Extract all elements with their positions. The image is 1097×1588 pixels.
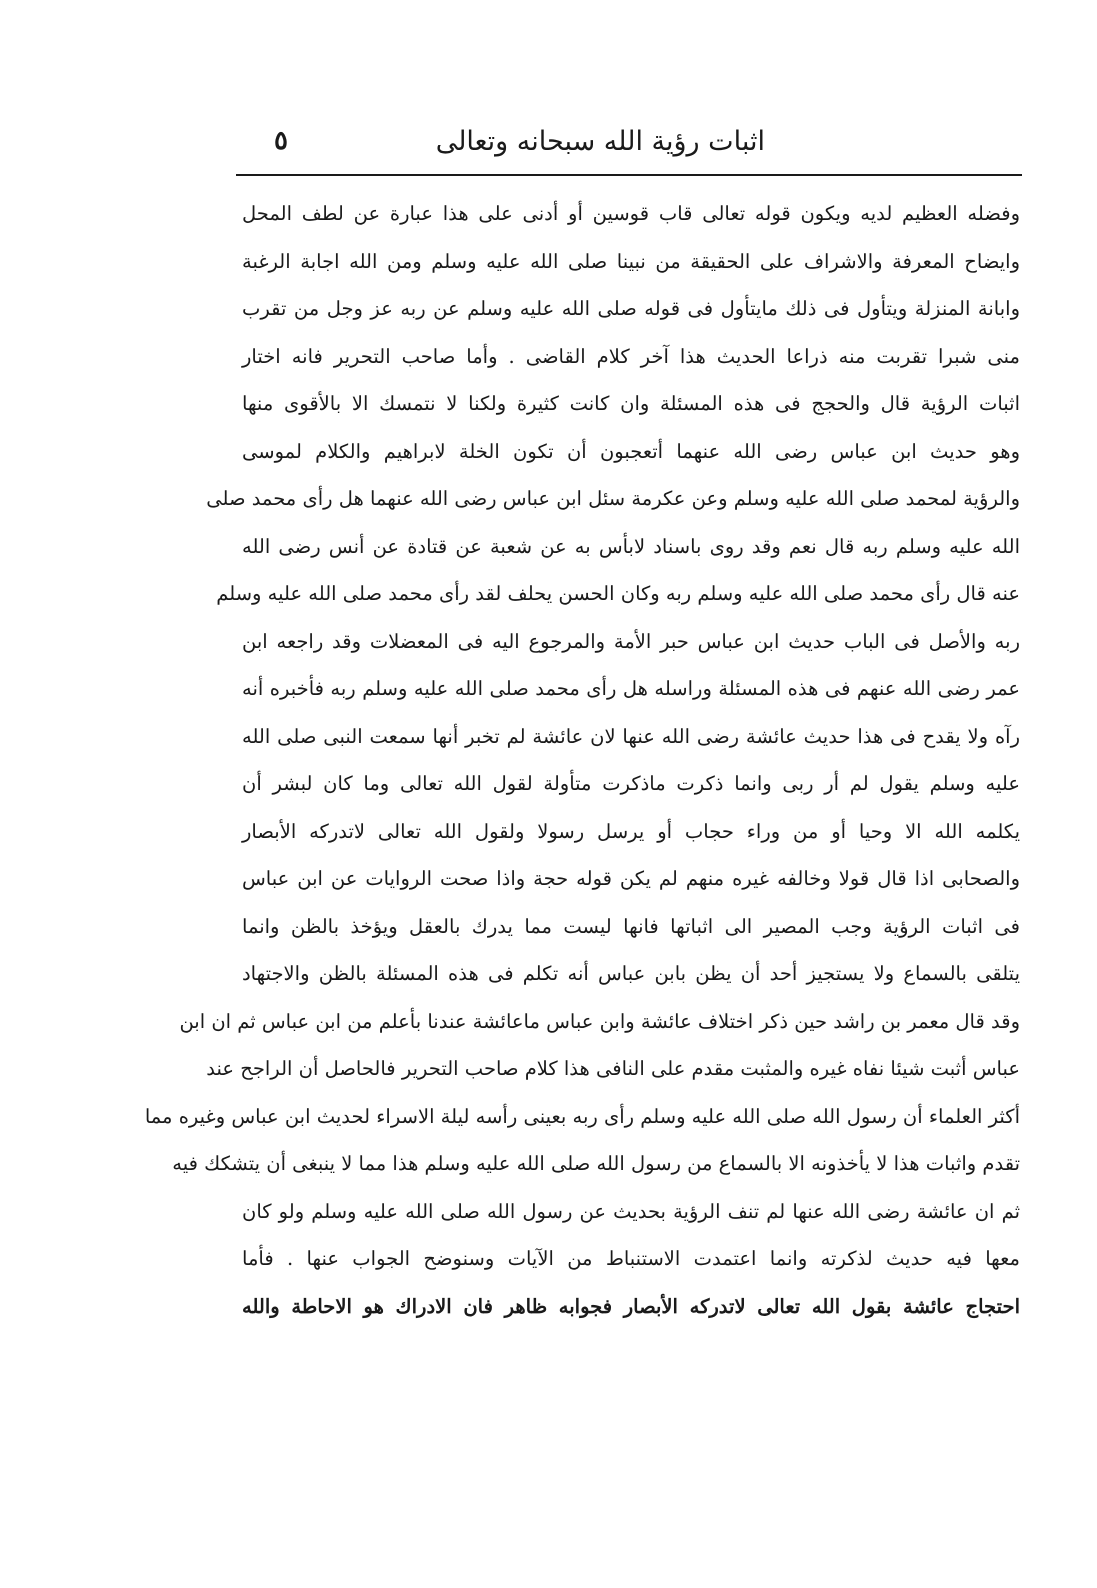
text-line: ربه والأصل فى الباب حديث ابن عباس حبر الأمة والمرجوع اليه فى المعضلات وقد راجعه ابن [242,629,1020,653]
text-line: اثبات الرؤية قال والحجج فى هذه المسئلة وان كانت كثيرة ولكنا لا نتمسك الا بالأقوى منها [242,392,1020,415]
text-line: وقد قال معمر بن راشد حين ذكر اختلاف عائشة وابن عباس ماعائشة عندنا بأعلم من ابن عباس ثم ان ابن [179,1009,1020,1033]
text-line: عباس أثبت شيئا نفاه غيره والمثبت مقدم على النافى هذا كلام صاحب التحرير فالحاصل أن الراجح عند [206,1057,1020,1080]
text-line: عنه قال رأى محمد صلى الله عليه وسلم ربه وكان الحسن يحلف لقد رأى محمد صلى الله عليه وسلم [216,582,1020,605]
text-line: ثم ان عائشة رضى الله عنها لم تنف الرؤية بحديث عن رسول الله صلى الله عليه وسلم ولو كان [242,1199,1020,1223]
text-line: تقدم واثبات هذا لا يأخذونه الا بالسماع من رسول الله صلى الله عليه وسلم هذا مما لا ينبغى أن يتشكك فيه [172,1152,1020,1175]
text-line: فى اثبات الرؤية وجب المصير الى اثباتها فانها ليست مما يدرك بالعقل ويؤخذ بالظن وانما [242,914,1020,938]
text-line: عليه وسلم يقول لم أر ربى وانما ذكرت ماذكرت متأولة لقول الله تعالى وما كان لبشر أن [242,772,1020,795]
header-rule [236,174,1022,176]
running-title: اثبات رؤية الله سبحانه وتعالى [435,126,765,157]
text-line: وابانة المنزلة ويتأول فى ذلك مايتأول فى قوله صلى الله عليه وسلم عن ربه عز وجل من تقرب [242,297,1020,320]
text-line: عمر رضى الله عنهم فى هذه المسئلة وراسله هل رأى محمد صلى الله عليه وسلم ربه فأخبره أنه [242,677,1020,700]
text-line: رآه ولا يقدح فى هذا حديث عائشة رضى الله عنها لان عائشة لم تخبر أنها سمعت النبى صلى الله [242,724,1020,748]
text-line: منى شبرا تقربت منه ذراعا الحديث هذا آخر كلام القاضى . وأما صاحب التحرير فانه اختار [242,344,1020,368]
text-line: أكثر العلماء أن رسول الله صلى الله عليه وسلم رأى ربه بعينى رأسه ليلة الاسراء لحديث ابن عباس وغيره مما [144,1104,1020,1128]
page-header [250,120,1020,170]
text-line: يكلمه الله الا وحيا أو من وراء حجاب أو يرسل رسولا ولقول الله تعالى لاتدركه الأبصار [242,819,1020,843]
text-line: وايضاح المعرفة والاشراف على الحقيقة من نبينا صلى الله عليه وسلم ومن الله اجابة الرغبة [242,249,1020,273]
page-number: ٥ [274,126,288,156]
text-line: الله عليه وسلم ربه قال نعم وقد روى باسناد لابأس به عن شعبة عن قتادة عن أنس رضى الله [242,534,1020,558]
text-line: وفضله العظيم لديه ويكون قوله تعالى قاب قوسين أو أدنى على هذا عبارة عن لطف المحل [242,202,1020,225]
text-line: احتجاج عائشة بقول الله تعالى لاتدركه الأبصار فجوابه ظاهر فان الادراك هو الاحاطة والله [242,1294,1020,1318]
text-line: والصحابى اذا قال قولا وخالفه غيره منهم لم يكن قوله حجة واذا صحت الروايات عن ابن عباس [242,867,1020,890]
text-line: والرؤية لمحمد صلى الله عليه وسلم وعن عكرمة سئل ابن عباس رضى الله عنهما هل رأى محمد صلى [206,487,1020,510]
text-line: معها فيه حديث لذكرته وانما اعتمدت الاستنباط من الآيات وسنوضح الجواب عنها . فأما [242,1247,1020,1270]
text-line: وهو حديث ابن عباس رضى الله عنهما أتعجبون أن تكون الخلة لابراهيم والكلام لموسى [242,439,1020,463]
text-line: يتلقى بالسماع ولا يستجيز أحد أن يظن بابن عباس أنه تكلم فى هذه المسئلة بالظن والاجتهاد [242,962,1020,985]
body-text [144,190,1020,1330]
